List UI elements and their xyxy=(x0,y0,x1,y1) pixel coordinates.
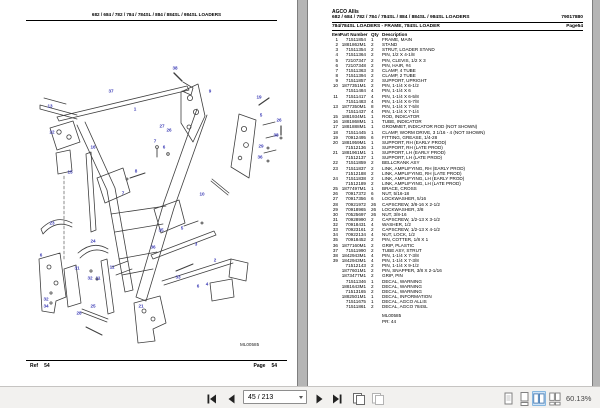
cell-description: DECAL, AGCO ALLIS xyxy=(382,299,427,305)
cell-item: 36 xyxy=(332,242,338,248)
cell-item xyxy=(332,304,338,309)
cell-description: GROMMET, INDICATOR ROD (NOT SHOWN) xyxy=(382,124,478,130)
cell-part-number: 1873477M1 xyxy=(341,273,366,279)
cell-description: FITTING, GREASE, 1/4-28 xyxy=(382,134,438,140)
cell-description: TUBE, INDICATOR xyxy=(382,119,422,125)
diagram-callout: 35 xyxy=(158,227,164,233)
cell-item: 30 xyxy=(332,211,338,217)
diagram-callout: 11 xyxy=(109,264,115,270)
cell-description: PIN, 1-1/4 X 7-3/8 xyxy=(382,252,419,258)
cell-description: PIN, 1-1/4 X 7-3/8 xyxy=(382,258,419,264)
cell-qty: 2 xyxy=(371,304,374,310)
cell-description: CLAMP, 2 TUBE xyxy=(382,72,416,78)
two-page-view-button[interactable] xyxy=(532,391,546,406)
cell-qty: 2 xyxy=(371,216,374,222)
diagram-figure-label: ML00585 xyxy=(240,342,260,347)
cell-qty: 2 xyxy=(371,42,374,48)
diagram-callout: 32 xyxy=(87,275,93,281)
cell-description: PIN, 1-1/4 X 7-5/8 xyxy=(382,103,419,109)
cell-description: WASHER, 1/2 xyxy=(382,222,411,228)
footer-ref-label: Ref xyxy=(30,363,39,369)
diagram-callout: 6 xyxy=(196,283,200,289)
cell-qty: 4 xyxy=(371,88,374,94)
cell-qty: 2 xyxy=(371,78,374,84)
cell-qty: 1 xyxy=(371,124,374,130)
cell-part-number: 1881862M1 xyxy=(341,42,366,48)
cell-item: 27 xyxy=(332,196,338,202)
cell-part-number: 72107347 xyxy=(345,57,366,63)
table-column-headers xyxy=(332,32,583,37)
cell-description: CAPSCREW, 1/2-13 X 3-1/2 xyxy=(382,216,440,222)
cell-part-number: 71511859 xyxy=(345,160,366,166)
cell-qty: 1 xyxy=(371,278,374,284)
cell-qty: 4 xyxy=(371,252,374,258)
cell-description: DECAL, WARNING xyxy=(382,283,422,289)
single-page-view-button[interactable] xyxy=(501,391,515,406)
cell-part-number: 70918431 xyxy=(345,222,366,228)
cell-description: BRACE, CROSS xyxy=(382,186,417,192)
cell-item: 5 xyxy=(335,57,338,63)
footer-page-value: 54 xyxy=(271,363,277,369)
diagram-callout: 23 xyxy=(49,220,55,226)
cell-part-number: 71511346 xyxy=(345,278,366,284)
cell-qty: 1 xyxy=(371,299,374,305)
cell-description: CAPSCREW, 1/2-13 X 4-1/2 xyxy=(382,227,440,233)
diagram-callout: 11 xyxy=(95,275,101,281)
print-reference: PR: 44 xyxy=(382,319,397,324)
cell-qty: 4 xyxy=(371,232,374,238)
cell-item: 37 xyxy=(332,247,338,253)
diagram-callout: 31 xyxy=(74,265,80,271)
cell-part-number: 70912495 xyxy=(345,134,366,140)
diagram-callout: 5 xyxy=(259,112,263,118)
brand-name: AGCO Allis xyxy=(332,9,359,15)
cell-item: 13 xyxy=(332,103,338,109)
cell-item: 4 xyxy=(335,52,338,58)
diagram-callout: 6 xyxy=(162,144,166,150)
cell-part-number: 1881961M1 xyxy=(341,150,366,156)
cell-qty: 2 xyxy=(371,47,374,53)
col-description: Description xyxy=(382,31,408,37)
cell-part-number: 71511675 xyxy=(345,299,366,305)
cell-description: PIN, 1-1/4 X 9-1/2 xyxy=(382,263,419,269)
cell-qty: 2 xyxy=(371,268,374,274)
diagram-callout: 22 xyxy=(49,129,55,135)
diagram-callout: 3 xyxy=(194,241,198,247)
cell-description: DECAL, WARNING xyxy=(382,278,422,284)
cell-qty: 2 xyxy=(371,180,374,186)
cell-part-number: 1882501M1 xyxy=(341,294,366,300)
cell-part-number: 71512188 xyxy=(345,170,366,176)
cell-description: CAPSCREW, 3/8-16 X 2-1/2 xyxy=(382,201,440,207)
cell-item: 23 xyxy=(332,165,338,171)
cell-item: 17 xyxy=(332,124,338,130)
cell-part-number: 71511483 xyxy=(345,98,366,104)
cell-qty: 2 xyxy=(371,72,374,78)
cell-qty: 2 xyxy=(371,170,374,176)
diagram-callout: 21 xyxy=(138,303,144,309)
cell-description: LINK, AMPLIFYING, RH (LATE PROD) xyxy=(382,170,462,176)
cell-item: 39 xyxy=(332,258,338,264)
cell-description: NUT, 5/16-18 xyxy=(382,191,410,197)
cell-qty: 6 xyxy=(371,134,374,140)
cell-item: 21 xyxy=(332,150,338,156)
next-view-icon xyxy=(371,392,385,405)
diagram-callout: 8 xyxy=(134,168,138,174)
header-rule xyxy=(26,20,277,21)
cell-part-number: 1881643M1 xyxy=(341,283,366,289)
zoom-level[interactable]: 60.13% xyxy=(566,394,592,403)
cell-item: 9 xyxy=(335,78,338,84)
cell-part-number: 1877601M1 xyxy=(341,268,366,274)
page-number-box[interactable] xyxy=(243,390,307,404)
diagram-callout: 26 xyxy=(166,127,172,133)
cell-part-number: 1877350M1 xyxy=(341,103,366,109)
cell-qty: 8 xyxy=(371,103,374,109)
cell-description: PIN, 1-1/4 X 6-7/8 xyxy=(382,98,419,104)
cell-item: 31 xyxy=(332,216,338,222)
cell-qty: 1 xyxy=(371,129,374,135)
cell-part-number: 1881868M1 xyxy=(341,119,366,125)
cell-description: PIN, 1-1/4 X 6 xyxy=(382,88,411,94)
page-number-label: Page54 xyxy=(566,24,583,29)
footer-ref-value: 54 xyxy=(44,363,50,369)
cell-part-number: 1881888M1 xyxy=(341,124,366,130)
diagram-callout: 7 xyxy=(153,138,157,144)
cell-description: DECAL, INFORMATION xyxy=(382,294,432,300)
cell-part-number: 71511861 xyxy=(345,304,366,310)
cell-part-number: 71511838 xyxy=(345,175,366,181)
cell-item: 24 xyxy=(332,175,338,181)
cell-qty: 1 xyxy=(371,155,374,161)
cell-qty: 3 xyxy=(371,67,374,73)
cell-description: STAND xyxy=(382,42,398,48)
cell-description: LINK, AMPLIFYING, LH (LATE PROD) xyxy=(382,180,461,186)
cell-part-number: 71511394 xyxy=(345,72,366,78)
cell-description: PIN, CLEVIS, 1/2 X 3 xyxy=(382,57,426,63)
cell-part-number: 70918452 xyxy=(345,237,366,243)
cell-description: DECAL, WARNING xyxy=(382,288,422,294)
cell-part-number: 71511437 xyxy=(345,108,366,114)
cell-part-number: 70917356 xyxy=(345,196,366,202)
diagram-callout: 26 xyxy=(276,117,282,123)
previous-view-icon xyxy=(352,392,366,405)
diagram-callout: 9 xyxy=(208,88,212,94)
cell-description: GRIP, PIN xyxy=(382,273,403,279)
cell-part-number: 72107348 xyxy=(345,62,366,68)
diagram-callout: 29 xyxy=(258,143,264,149)
cell-part-number: 71511990 xyxy=(345,247,366,253)
page-dropdown-caret-icon[interactable] xyxy=(299,396,303,399)
cell-part-number: 71511354 xyxy=(345,47,366,53)
cell-part-number: 71511364 xyxy=(345,52,366,58)
cell-description: FRAME, MAIN xyxy=(382,37,413,42)
diagram-callout: 5 xyxy=(180,225,184,231)
cell-qty: 26 xyxy=(371,211,377,217)
cell-part-number: 1881959M1 xyxy=(341,139,366,145)
diagram-callout: 24 xyxy=(90,238,96,244)
col-item: Item xyxy=(332,31,342,37)
cell-item: 15 xyxy=(332,114,338,120)
cell-part-number: 71512143 xyxy=(345,263,366,269)
cell-description: ROD, INDICATOR xyxy=(382,114,420,120)
continuous-view-icon xyxy=(519,392,530,406)
footer-ref xyxy=(30,363,56,369)
diagram-callout: 1 xyxy=(133,106,137,112)
models-rule xyxy=(332,22,583,23)
cell-description: SUPPORT, RH (LATE PROD) xyxy=(382,144,443,150)
cell-qty: 26 xyxy=(371,201,377,207)
page-separator xyxy=(297,0,308,386)
cell-item: 1 xyxy=(335,37,338,42)
cell-qty: 1 xyxy=(371,139,374,145)
cell-description: NUT, 3/8-16 xyxy=(382,211,407,217)
continuous-view-button[interactable] xyxy=(517,391,531,406)
cell-part-number: 70923161 xyxy=(345,227,366,233)
cell-part-number: 1842943M1 xyxy=(341,258,366,264)
cell-part-number: 1842943M1 xyxy=(341,252,366,258)
diagram-callout: 36 xyxy=(150,244,156,250)
cell-item: 38 xyxy=(332,252,338,258)
next-page-icon xyxy=(313,393,325,405)
cell-qty: 2 xyxy=(371,165,374,171)
cell-part-number: 71512137 xyxy=(345,155,366,161)
cell-item: 20 xyxy=(332,139,338,145)
figure-reference: ML00585 xyxy=(382,313,402,318)
col-qty: Qty xyxy=(371,31,379,37)
cell-description: NUT, LOCK, 1/2 xyxy=(382,232,415,238)
cell-description: BELLCRANK ASY xyxy=(382,160,420,166)
document-number: 79017880 xyxy=(561,15,583,20)
right-page xyxy=(308,0,592,386)
cell-description: STRUT, LOADER STAND xyxy=(382,47,435,53)
cell-part-number: 71511484 xyxy=(345,88,366,94)
cell-qty: 6 xyxy=(371,191,374,197)
cell-item: 11 xyxy=(333,93,338,99)
cell-qty: 1 xyxy=(371,114,374,120)
diagram-callout: 25 xyxy=(90,303,96,309)
cell-qty: 2 xyxy=(371,52,374,58)
footer-page xyxy=(253,363,283,369)
cell-description: SUPPORT, LH (LATE PROD) xyxy=(382,155,443,161)
cell-qty: 2 xyxy=(371,237,374,243)
cell-qty: 1 xyxy=(371,186,374,192)
cell-part-number: 70921972 xyxy=(345,201,366,207)
two-page-continuous-view-button[interactable] xyxy=(548,391,562,406)
cell-part-number: 70918965 xyxy=(345,206,366,212)
next-page-button[interactable] xyxy=(313,392,325,404)
cell-description: DECAL, AGCO 784SL xyxy=(382,304,428,310)
cell-item: 2 xyxy=(335,42,338,48)
previous-page-button[interactable] xyxy=(226,392,238,404)
cell-qty: 2 xyxy=(371,62,374,68)
parts-table xyxy=(332,37,583,309)
cell-part-number: 70922134 xyxy=(345,232,366,238)
cell-description: SUPPORT, UPRIGHT xyxy=(382,78,427,84)
cell-item: 18 xyxy=(332,129,338,135)
cell-qty: 1 xyxy=(371,294,374,300)
cell-part-number: 71511854 xyxy=(345,37,366,42)
cell-description: LINK, AMPLIFYING, LH (EARLY PROD) xyxy=(382,175,465,181)
page-right-edge xyxy=(592,0,600,386)
previous-view-button[interactable] xyxy=(352,392,366,404)
cell-qty: 6 xyxy=(371,196,374,202)
cell-item: 10 xyxy=(332,83,338,89)
cell-qty: 2 xyxy=(371,160,374,166)
cell-description: PIN, HAIR, #4 xyxy=(382,62,411,68)
diagram-callout: 19 xyxy=(256,94,262,100)
page-number-input[interactable] xyxy=(244,392,294,402)
cell-description: LOCKWASHER, 5/16 xyxy=(382,196,426,202)
loader-frame-diagram xyxy=(35,62,300,347)
cell-item: 29 xyxy=(332,206,338,212)
left-page xyxy=(0,0,297,386)
cell-part-number: 71511445 xyxy=(345,129,366,135)
cell-item: 19 xyxy=(332,134,338,140)
cell-qty: 2 xyxy=(371,57,374,63)
cell-description: PIN, 1-1/4 X 7-1/4 xyxy=(382,108,419,114)
cell-part-number: 70917372 xyxy=(345,191,366,197)
cell-description: GRIP, PLASTIC xyxy=(382,242,415,248)
cell-description: CLAMP, 4 TUBE xyxy=(382,67,416,73)
cell-qty: 4 xyxy=(371,98,374,104)
table-row xyxy=(332,304,583,309)
exploded-view-drawing xyxy=(35,62,300,347)
cell-qty: 1 xyxy=(371,37,374,42)
cell-part-number: 1877351M1 xyxy=(341,83,366,89)
cell-qty: 4 xyxy=(371,93,374,99)
cell-part-number: 70928990 xyxy=(345,216,366,222)
cell-item: 22 xyxy=(332,160,338,166)
cell-qty: 2 xyxy=(371,273,374,279)
diagram-callout: 2 xyxy=(213,257,217,263)
footer-page-label: Page xyxy=(253,363,266,369)
cell-item: 6 xyxy=(335,62,338,68)
cell-qty: 2 xyxy=(371,283,374,289)
cell-part-number: 1881934M1 xyxy=(341,114,366,120)
cell-part-number: 70525697 xyxy=(345,211,366,217)
diagram-callout: 34 xyxy=(43,303,49,309)
cell-description: LOCKWASHER, 3/8 xyxy=(382,206,424,212)
cell-qty: 4 xyxy=(371,258,374,264)
diagram-callout: 37 xyxy=(108,88,114,94)
cell-qty: 2 xyxy=(371,288,374,294)
cell-qty: 2 xyxy=(371,247,374,253)
last-page-icon xyxy=(331,393,343,405)
cell-description: PIN, 1/2 X 4-1/8 xyxy=(382,52,415,58)
cell-description: CLAMP, WORM DRIVE, 3 1/16 - 4 (NOT SHOWN) xyxy=(382,129,485,135)
footer-rule xyxy=(26,360,287,361)
diagram-callout: 13 xyxy=(47,103,53,109)
diagram-callout: 36 xyxy=(257,154,263,160)
bottom-toolbar xyxy=(0,386,600,408)
cell-description: PIN, COTTER, 1/8 X 1 xyxy=(382,237,429,243)
cell-item: 26 xyxy=(332,191,338,197)
cell-part-number: 71512136 xyxy=(345,144,366,150)
diagram-callout: 4 xyxy=(205,281,209,287)
cell-part-number: 71511837 xyxy=(345,165,366,171)
cell-description: PIN, 1-1/4 X 6-5/8 xyxy=(382,93,419,99)
cell-part-number: 71511857 xyxy=(345,78,366,84)
cell-qty: 26 xyxy=(371,206,377,212)
cell-description: SUPPORT, RH (EARLY PROD) xyxy=(382,139,447,145)
cell-qty: 2 xyxy=(371,263,374,269)
left-page-header: 682 / 684 / 782 / 784 / 784SL / 884 / 884SL / 984SL LOADERS xyxy=(91,12,222,17)
cell-part-number: 1877497M1 xyxy=(341,186,366,192)
cell-qty: 2 xyxy=(371,175,374,181)
cell-item: 8 xyxy=(335,72,338,78)
cell-part-number: 71513165 xyxy=(345,288,366,294)
cell-qty: 2 xyxy=(371,242,374,248)
cell-item: 35 xyxy=(332,237,338,243)
cell-qty: 2 xyxy=(371,83,374,89)
diagram-callout: 16 xyxy=(90,144,96,150)
diagram-callout: 15 xyxy=(67,169,73,175)
diagram-callout: 32 xyxy=(43,296,49,302)
cell-item: 32 xyxy=(332,222,338,228)
cell-description: TUBE ASY, STRUT xyxy=(382,247,422,253)
diagram-callout: 7 xyxy=(121,190,125,196)
diagram-callout: 28 xyxy=(76,310,82,316)
cell-part-number: 71512189 xyxy=(345,180,366,186)
cell-qty: 1 xyxy=(371,150,374,156)
cell-qty: 4 xyxy=(371,222,374,228)
diagram-callout: 38 xyxy=(172,65,178,71)
col-part-number: Part Number xyxy=(340,31,368,37)
last-page-button[interactable] xyxy=(331,392,343,404)
first-page-button[interactable] xyxy=(206,392,218,404)
two-page-view-icon xyxy=(533,392,545,405)
cell-qty: 4 xyxy=(371,108,374,114)
cell-item: 28 xyxy=(332,201,338,207)
diagram-callout: 10 xyxy=(199,191,205,197)
cell-part-number: 1877160M1 xyxy=(341,242,366,248)
diagram-callout: 27 xyxy=(159,123,165,129)
single-page-view-icon xyxy=(503,392,514,405)
models-line: 682 / 684 / 782 / 784 / 784SL / 884 / 884SL / 984SL LOADERS xyxy=(332,15,470,20)
section-title: 784/784SL LOADERS - FRAME, 784SL LOADER xyxy=(332,24,440,29)
cell-description: PIN, SNAPPER, 3/8 X 2-1/16 xyxy=(382,268,442,274)
cell-part-number: 71511417 xyxy=(345,93,366,99)
cell-item: 16 xyxy=(332,119,338,125)
cell-qty: 1 xyxy=(371,119,374,125)
cell-description: PIN, 1-1/4 X 6-1/2 xyxy=(382,83,419,89)
cell-qty: 2 xyxy=(371,227,374,233)
diagram-callout: 38 xyxy=(273,132,279,138)
cell-qty: 1 xyxy=(371,144,374,150)
next-view-button[interactable] xyxy=(371,392,385,404)
diagram-callout: 6 xyxy=(39,252,43,258)
cell-description: LINK, AMPLIFYING, RH (EARLY PROD) xyxy=(382,165,466,171)
cell-part-number: 71511363 xyxy=(345,67,366,73)
cell-item: 34 xyxy=(332,232,338,238)
cell-item: 3 xyxy=(335,47,338,53)
cell-description: SUPPORT, LH (EARLY PROD) xyxy=(382,150,446,156)
cell-item: 7 xyxy=(335,67,338,73)
first-page-icon xyxy=(206,393,218,405)
cell-item: 25 xyxy=(332,186,338,192)
previous-page-icon xyxy=(226,393,238,405)
two-page-continuous-view-icon xyxy=(549,392,561,406)
diagram-callout: 33 xyxy=(175,274,181,280)
cell-item: 33 xyxy=(332,227,338,233)
